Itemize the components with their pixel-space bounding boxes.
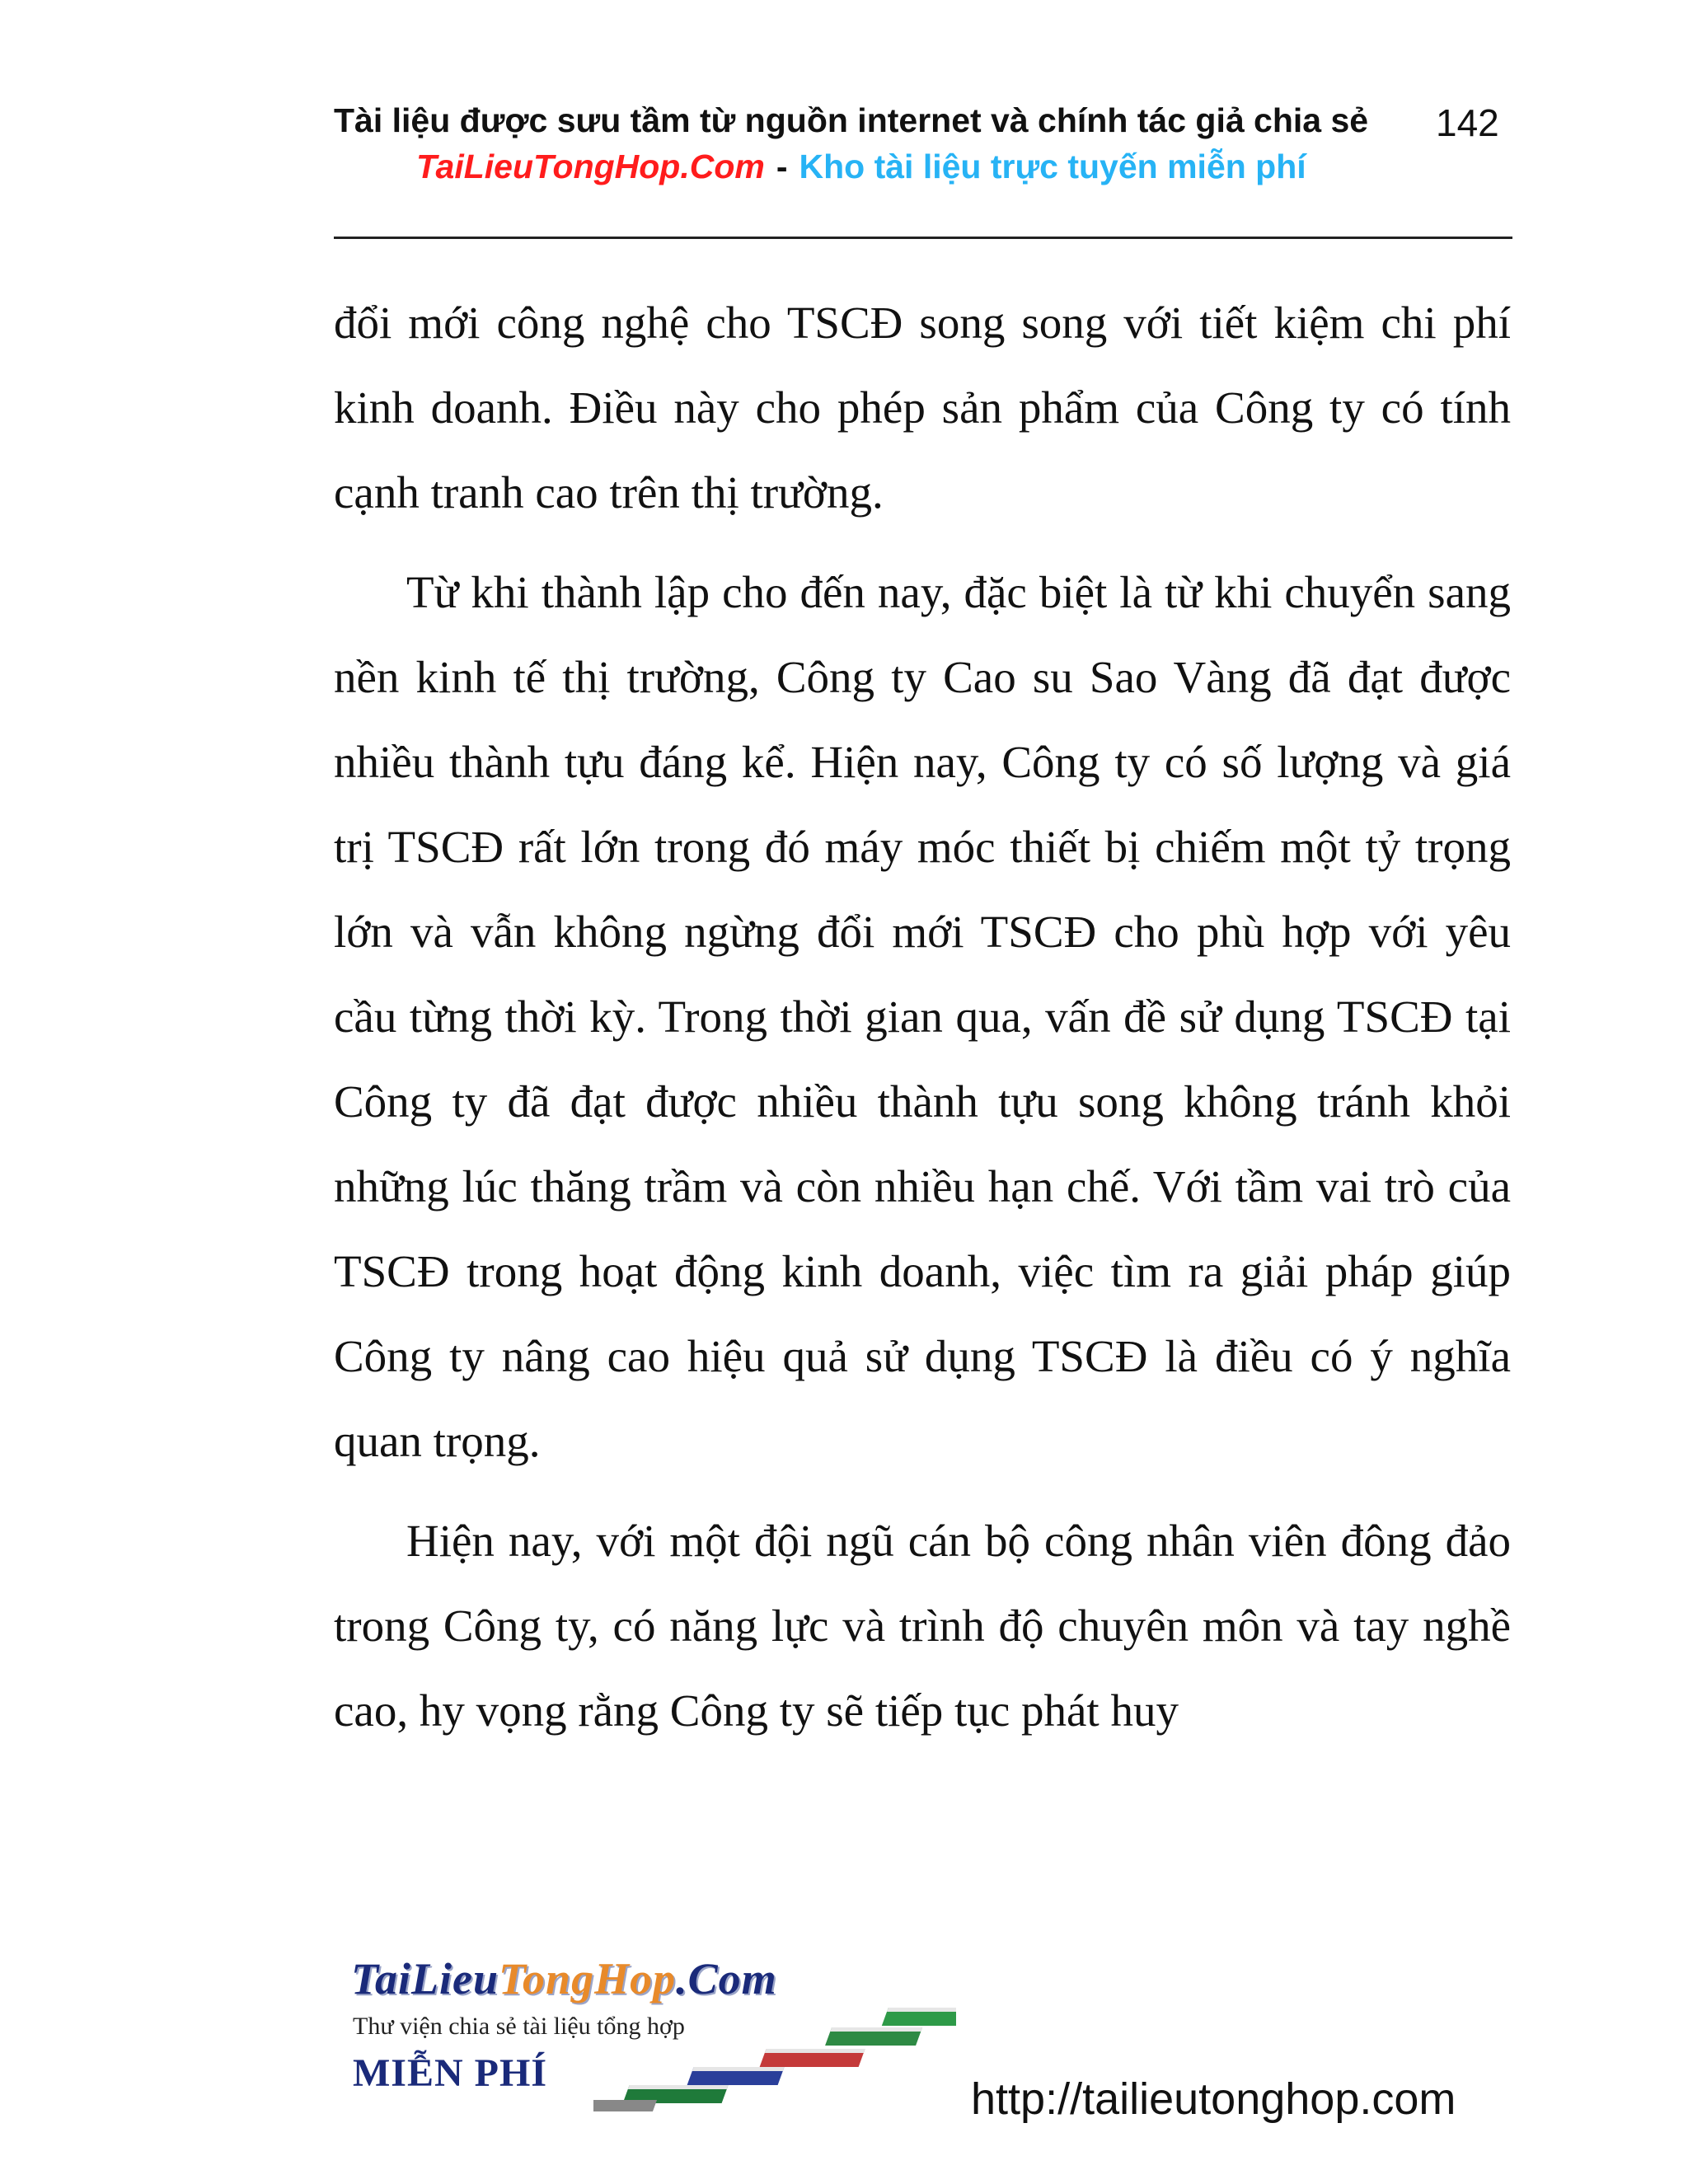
header-tagline: Kho tài liệu trực tuyến miễn phí (799, 148, 1306, 185)
header-site-link[interactable]: TaiLieuTongHop.Com (416, 148, 765, 185)
page-header (334, 97, 1512, 143)
header-separator: - (776, 148, 788, 185)
footer-logo[interactable] (346, 1953, 956, 2118)
footer-url-link[interactable]: http://tailieutonghop.com (971, 2074, 1456, 2124)
page-number: 142 (1436, 101, 1499, 144)
logo-word-3: .Com (676, 1954, 777, 2004)
document-body (334, 280, 1511, 1768)
header-divider (334, 237, 1512, 239)
logo-free-label: MIỄN PHÍ (353, 2051, 547, 2095)
paragraph: đổi mới công nghệ cho TSCĐ song song với tiết kiệm chi phí kinh doanh. Điều này cho phép sản phẩm của Công ty có tính cạnh tranh cao trên thị trường. (334, 298, 1511, 518)
books-stack-icon (593, 2003, 956, 2118)
header-source-note: Tài liệu được sưu tầm từ nguồn internet và chính tác giả chia sẻ (334, 101, 1369, 139)
logo-subtitle: Thư viện chia sẻ tài liệu tổng hợp (353, 2013, 685, 2040)
header-site-line (416, 143, 1306, 190)
paragraph: Hiện nay, với một đội ngũ cán bộ công nhân viên đông đảo trong Công ty, có năng lực và trình độ chuyên môn và tay nghề cao, hy vọng rằng Công ty sẽ tiếp tục phát huy (334, 1516, 1511, 1736)
paragraph: Từ khi thành lập cho đến nay, đặc biệt là từ khi chuyển sang nền kinh tế thị trường, Công ty Cao su Sao Vàng đã đạt được nhiều thành tựu đáng kể. Hiện nay, Công ty có số lượng và giá trị TSCĐ rất lớn trong đó máy móc thiết bị chiếm một tỷ trọng lớn và vẫn không ngừng đổi mới TSCĐ cho phù hợp với yêu cầu từng thời kỳ. Trong thời gian qua, vấn đề sử dụng TSCĐ tại Công ty đã đạt được nhiều thành tựu song không tránh khỏi những lúc thăng trầm và còn nhiều hạn chế. Với tầm vai trò của TSCĐ trong hoạt động kinh doanh, việc tìm ra giải pháp giúp Công ty nâng cao hiệu quả sử dụng TSCĐ là điều có ý nghĩa quan trọng. (334, 567, 1511, 1466)
logo-wordmark (351, 1953, 777, 2004)
logo-word-2: TongHop (499, 1954, 677, 2004)
logo-word-1: TaiLieu (351, 1954, 499, 2004)
